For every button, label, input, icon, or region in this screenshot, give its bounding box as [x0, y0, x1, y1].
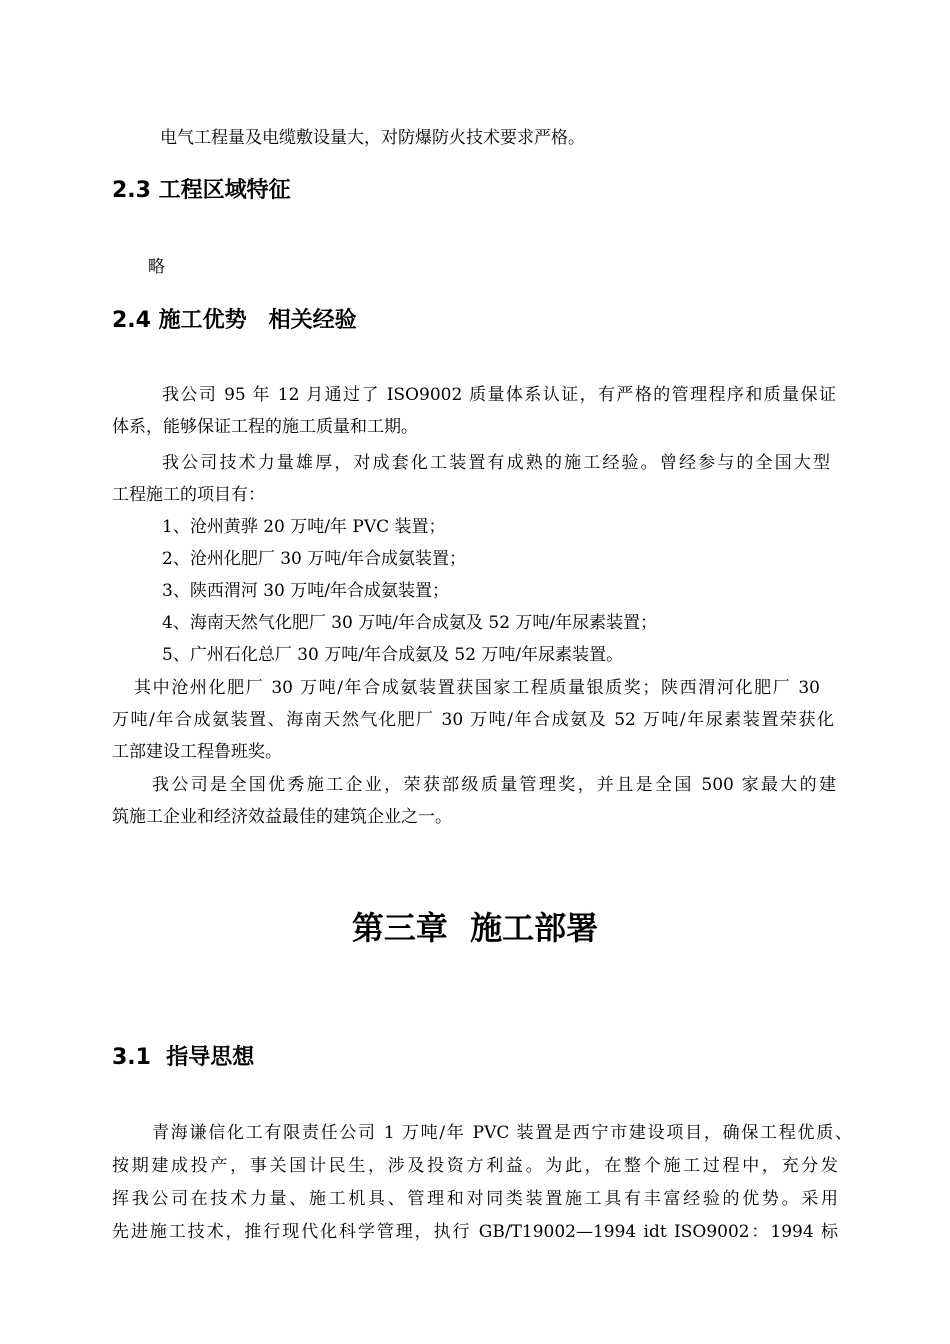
para2-line1: 我公司技术力量雄厚，对成套化工装置有成熟的施工经验。曾经参与的全国大型 — [162, 453, 830, 473]
project-item-5: 5、广州石化总厂 30 万吨/年合成氨及 52 万吨/年尿素装置。 — [162, 645, 624, 665]
project-item-1: 1、沧州黄骅 20 万吨/年 PVC 装置； — [162, 517, 446, 537]
section-3-1-line4: 先进施工技术，推行现代化科学管理，执行 GB/T19002—1994 idt ISO9002：1994 标 — [112, 1222, 838, 1242]
awards-line2: 万吨/年合成氨装置、海南天然气化肥厂 30 万吨/年合成氨及 52 万吨/年尿素装置荣获化 — [112, 710, 834, 730]
para1-line1: 我公司 95 年 12 月通过了 ISO9002 质量体系认证，有严格的管理程序和质量保证 — [162, 385, 836, 405]
awards-line1: 其中沧州化肥厂 30 万吨/年合成氨装置获国家工程质量银质奖；陕西渭河化肥厂 30 — [134, 678, 820, 698]
section-2-4-heading: 2.4 施工优势 相关经验 — [112, 308, 357, 333]
section-3-1-heading: 3.1 指导思想 — [112, 1045, 255, 1070]
honors-line1: 我公司是全国优秀施工企业，荣获部级质量管理奖，并且是全国 500 家最大的建 — [152, 775, 836, 795]
para2-line2: 工程施工的项目有： — [112, 485, 265, 505]
continuation-text: 电气工程量及电缆敷设量大，对防爆防火技术要求严格。 — [160, 128, 585, 148]
para1-line2: 体系，能够保证工程的施工质量和工期。 — [112, 417, 418, 437]
project-item-2: 2、沧州化肥厂 30 万吨/年合成氨装置； — [162, 549, 466, 569]
awards-line3: 工部建设工程鲁班奖。 — [112, 742, 282, 762]
chapter-title: 第三章 施工部署 — [351, 909, 599, 947]
section-3-1-line1: 青海谦信化工有限责任公司 1 万吨/年 PVC 装置是西宁市建设项目，确保工程优质、 — [152, 1123, 852, 1143]
project-item-3: 3、陕西渭河 30 万吨/年合成氨装置； — [162, 581, 449, 601]
section-3-1-line3: 挥我公司在技术力量、施工机具、管理和对同类装置施工具有丰富经验的优势。采用 — [112, 1189, 838, 1209]
section-2-3-heading: 2.3 工程区域特征 — [112, 178, 291, 203]
section-3-1-line2: 按期建成投产，事关国计民生，涉及投资方利益。为此，在整个施工过程中，充分发 — [112, 1156, 838, 1176]
honors-line2: 筑施工企业和经济效益最佳的建筑企业之一。 — [112, 807, 452, 827]
project-item-4: 4、海南天然气化肥厂 30 万吨/年合成氨及 52 万吨/年尿素装置； — [162, 613, 658, 633]
section-2-3-body: 略 — [148, 257, 165, 277]
